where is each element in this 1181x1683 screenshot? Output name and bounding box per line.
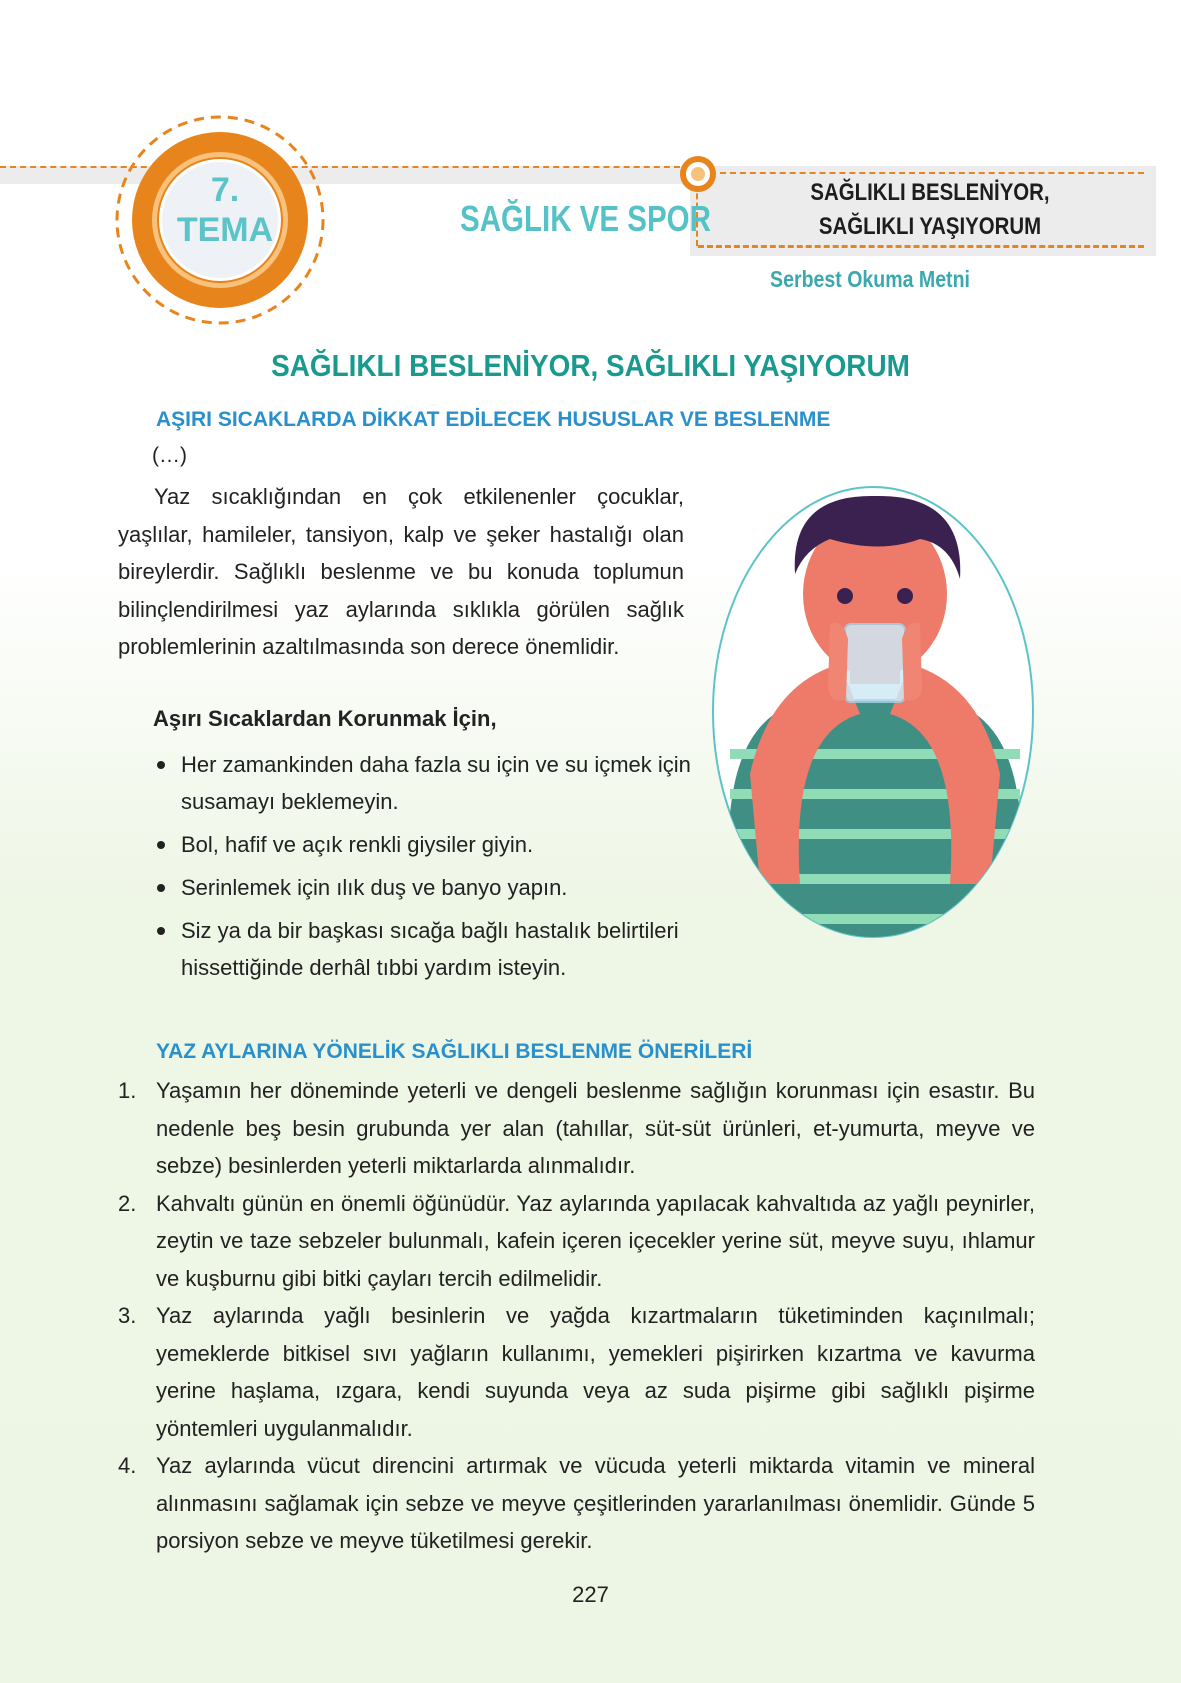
- recommendation-list: [118, 1072, 1035, 1560]
- ellipsis: (…): [152, 444, 187, 467]
- protect-heading: Aşırı Sıcaklardan Korunmak İçin,: [153, 706, 497, 731]
- list-item: Her zamankinden daha fazla su için ve su içmek için susamayı beklemeyin.: [153, 746, 693, 820]
- list-item: 4. Yaz aylarında vücut direncini artırmak ve vücuda yeterli miktarda vitamin ve mineral alınmasını sağlamak için sebze ve meyve çeşitlerinden yararlanılması önemlidir. Günde 5 porsiyon sebze ve meyve tüketilmesi gerekir.: [118, 1453, 1035, 1553]
- list-item: Siz ya da bir başkası sıcağa bağlı hastalık belirtileri hissettiğinde derhâl tıbbi yardım isteyin.: [153, 912, 693, 986]
- section1-heading: AŞIRI SICAKLARDA DİKKAT EDİLECEK HUSUSLAR VE BESLENME: [156, 408, 831, 431]
- list-item: 1. Yaşamın her döneminde yeterli ve dengeli beslenme sağlığın korunması için esastır. Bu nedenle beş besin grubunda yer alan (tahıllar, süt-süt ürünleri, et-yumurta, meyve ve sebze) besinlerden yeterli miktarlarda alınmalıdır.: [118, 1078, 1035, 1178]
- list-item: Bol, hafif ve açık renkli giysiler giyin.: [153, 826, 693, 863]
- list-item: Serinlemek için ılık duş ve banyo yapın.: [153, 869, 693, 906]
- bullet-list: [153, 746, 693, 992]
- list-item: 3. Yaz aylarında yağlı besinlerin ve yağda kızartmaların tüketiminden kaçınılmalı; yemeklerde bitkisel sıvı yağların kullanımı, yemekleri pişirirken kızartma ve kavurma yerine haşlama, ızgara, kendi suyunda veya az suda pişirme gibi sağlıklı pişirme yöntemleri uygulanmalıdır.: [118, 1303, 1035, 1441]
- theme-number: 7. TEMA: [176, 171, 274, 249]
- article-title: SAĞLIKLI BESLENİYOR, SAĞLIKLI YAŞIYORUM: [271, 348, 910, 383]
- list-item: 2. Kahvaltı günün en önemli öğünüdür. Yaz aylarında yapılacak kahvaltıda az yağlı peynirler, zeytin ve taze sebzeler bulunmalı, kafein içeren içecekler yerine süt, meyve suyu, ıhlamur ve kuşburnu gibi bitki çayları tercih edilmelidir.: [118, 1190, 1035, 1291]
- marker-dot-icon: [680, 156, 716, 192]
- page-number: 227: [572, 1582, 609, 1607]
- reading-type: Serbest Okuma Metni: [770, 266, 970, 292]
- theme-name: SAĞLIK VE SPOR: [460, 198, 711, 239]
- section2-heading: YAZ AYLARINA YÖNELİK SAĞLIKLI BESLENME ÖNERİLERİ: [156, 1040, 753, 1063]
- reading-title: SAĞLIKLI BESLENİYOR, SAĞLIKLI YAŞIYORUM: [810, 179, 1050, 240]
- boy-drinking-water-illustration: [710, 484, 1036, 940]
- header-band: [0, 166, 690, 184]
- paragraph-1: Yaz sıcaklığından en çok etkilenenler çocuklar, yaşlılar, hamileler, tansiyon, kalp ve şeker hastalığı olan bireylerdir. Sağlıklı beslenme ve bu konuda toplumun bilinçlendirilmesi yaz aylarında sıklıkla görülen sağlık problemlerinin azaltılmasında son derece önemlidir.: [118, 484, 684, 659]
